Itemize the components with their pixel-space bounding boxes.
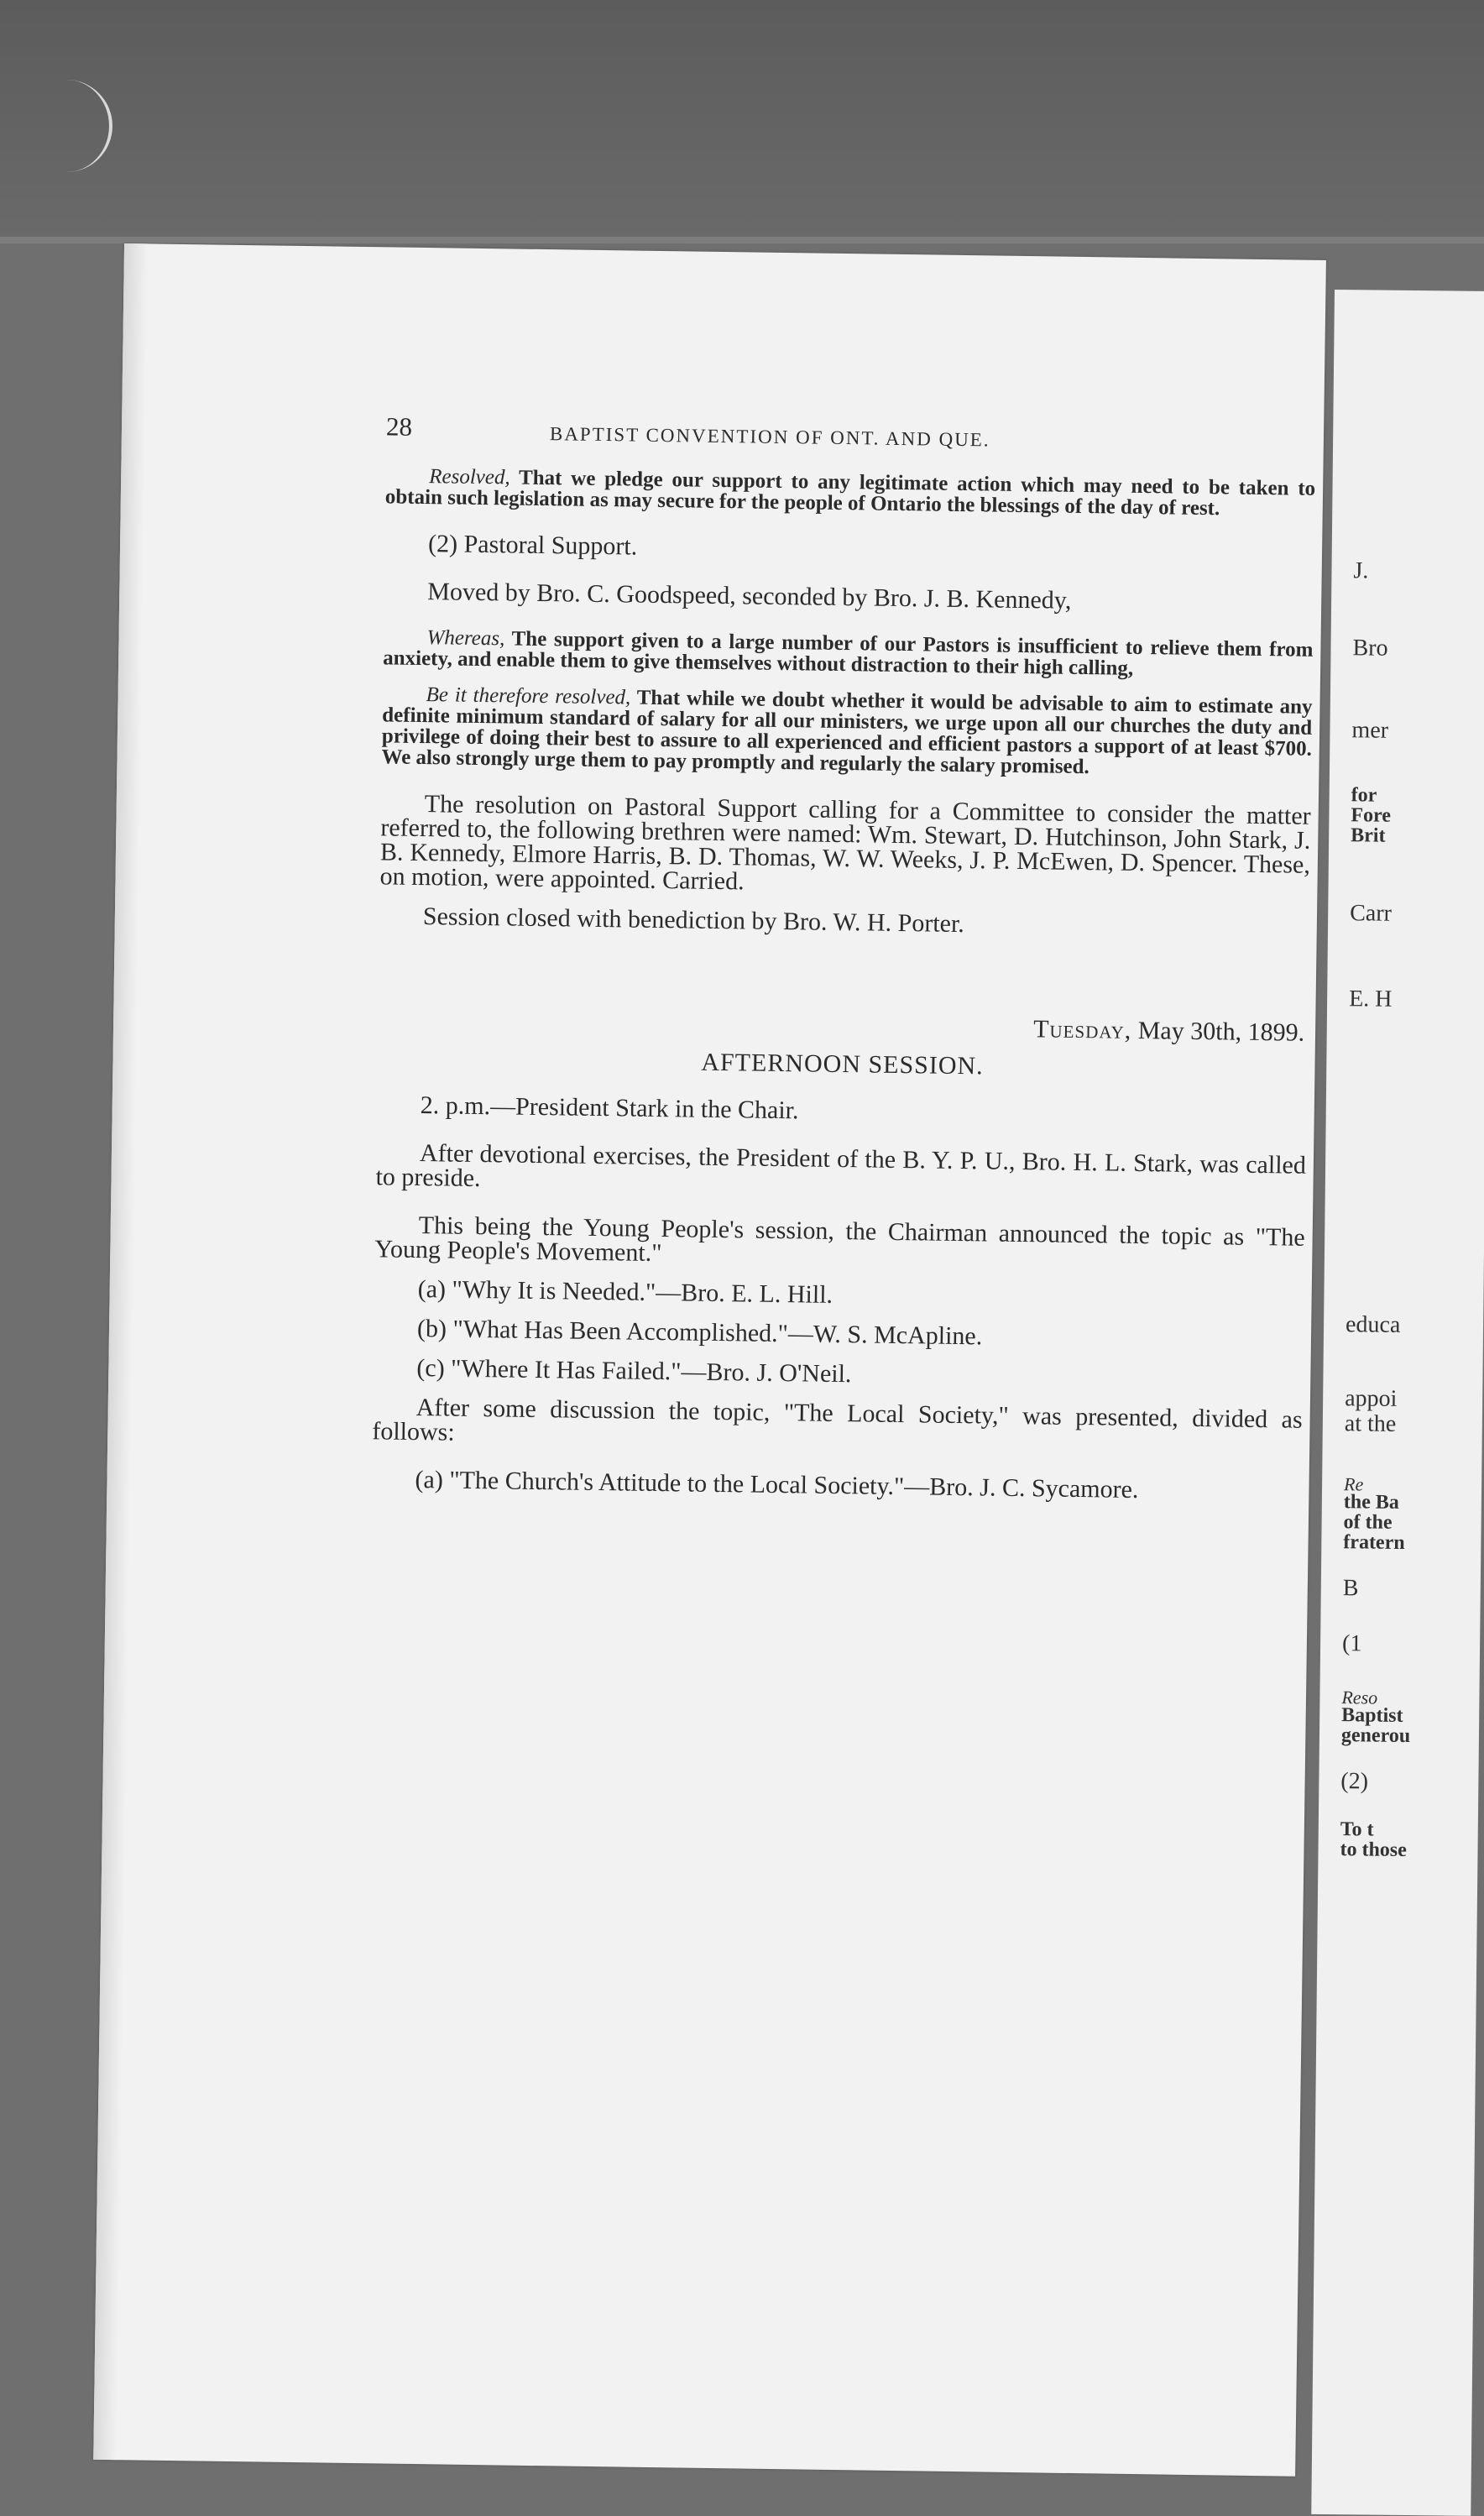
facing-page-fragment: fratern [1343, 1531, 1405, 1554]
scan-background-top [0, 0, 1484, 243]
facing-page-fragment: Brit [1351, 824, 1386, 847]
president-chair-line: 2. p.m.—President Stark in the Chair. [420, 1091, 799, 1125]
facing-page-fragment: Bro [1352, 635, 1388, 662]
facing-page-fragment: To t [1340, 1818, 1374, 1841]
facing-page-fragment: of the [1343, 1511, 1393, 1534]
facing-page-fragment: generou [1340, 1724, 1411, 1748]
facing-page-fragment: Baptist [1341, 1704, 1403, 1727]
running-head: BAPTIST CONVENTION OF ONT. AND QUE. [549, 423, 990, 451]
facing-page-fragment: E. H [1348, 986, 1393, 1012]
page-gutter-shadow [93, 243, 148, 2460]
facing-page-fragment: Fore [1351, 804, 1392, 827]
facing-page-fragment: Re [1343, 1473, 1364, 1495]
devotional-paragraph: After devotional exercises, the President of the B. Y. P. U., Bro. H. L. Stark, was called to preside. [375, 1139, 1307, 1193]
facing-page-fragment: Carr [1350, 900, 1393, 927]
whereas-lead: Whereas, [426, 626, 505, 651]
scan-background-line [0, 237, 1484, 243]
facing-page-fragment: Reso [1341, 1687, 1378, 1708]
facing-page-fragment: (1 [1341, 1630, 1362, 1657]
resolution-lead: Resolved, [429, 465, 510, 489]
pastoral-support-heading: (2) Pastoral Support. [427, 530, 638, 561]
facing-page-fragment: B [1342, 1575, 1359, 1602]
topic-item: (c) "Where It Has Failed."—Bro. J. O'Neil. [416, 1353, 852, 1389]
session-date-rest: May 30th, 1899. [1131, 1016, 1305, 1047]
session-date-day: Tuesday, [1032, 1015, 1132, 1044]
document-page [93, 243, 1326, 2477]
facing-page-fragment: appoi [1345, 1385, 1398, 1412]
facing-page-fragment: at the [1344, 1410, 1397, 1437]
afternoon-session-heading: AFTERNOON SESSION. [701, 1048, 984, 1080]
page-number: 28 [385, 411, 413, 442]
facing-page-fragment: J. [1353, 557, 1369, 584]
whereas-text: The support given to a large number of our Pastors is insufficient to relieve them from anxiety, and enable them to give themselves without distraction to their high calling, [383, 627, 1314, 680]
facing-page-fragment: for [1351, 784, 1377, 807]
session-closed-paragraph: Session closed with benediction by Bro. W. H. Porter. [422, 902, 965, 939]
resolution-text: That we pledge our support to any legitimate action which may need to be taken to obtain such legislation as may secure for the people of Ontario the blessings of the day of rest. [384, 466, 1316, 520]
facing-page-fragment: the Ba [1343, 1491, 1400, 1514]
topic-item: (a) "Why It is Needed."—Bro. E. L. Hill. [417, 1275, 833, 1309]
local-society-paragraph: After some discussion the topic, "The Local Society," was presented, divided as follows: [372, 1393, 1303, 1446]
be-it-resolved-lead: Be it therefore resolved, [426, 683, 631, 709]
be-it-resolved-paragraph [381, 683, 1312, 780]
facing-page-fragment: to those [1340, 1839, 1408, 1862]
topic-item: (b) "What Has Been Accomplished."—W. S. McApline. [416, 1315, 983, 1351]
facing-page-fragment: (2) [1340, 1768, 1369, 1795]
committee-paragraph: The resolution on Pastoral Support calling for a Committee to consider the matter referred to, the following brethren were named: Wm. Stewart, D. Hutchinson, John Stark, J. B. Kennedy, Elmore Harris, B. D. Thomas, W. W. Weeks, J. P. McEwen, D. Spencer. These, on motion, were appointed. Carried. [379, 790, 1311, 896]
facing-page [1311, 290, 1484, 2516]
be-it-resolved-text: That while we doubt whether it would be advisable to aim to estimate any definite minimum standard of salary for all our ministers, we urge upon all our churches the duty and privilege of doing their best to assure to all experienced and efficient pastors a support of at least $700. We also strongly urge them to pay promptly and regularly the salary promised. [381, 686, 1313, 779]
church-attitude-paragraph: (a) "The Church's Attitude to the Local Society."—Bro. J. C. Sycamore. [415, 1465, 1139, 1504]
young-people-paragraph: This being the Young People's session, the Chairman announced the topic as "The Young People's Movement." [374, 1211, 1305, 1268]
moved-by-paragraph: Moved by Bro. C. Goodspeed, seconded by Bro. J. B. Kennedy, [427, 578, 1072, 615]
page-content [371, 411, 1316, 1504]
facing-page-fragment: educa [1345, 1311, 1401, 1338]
facing-page-fragment: mer [1351, 717, 1389, 744]
